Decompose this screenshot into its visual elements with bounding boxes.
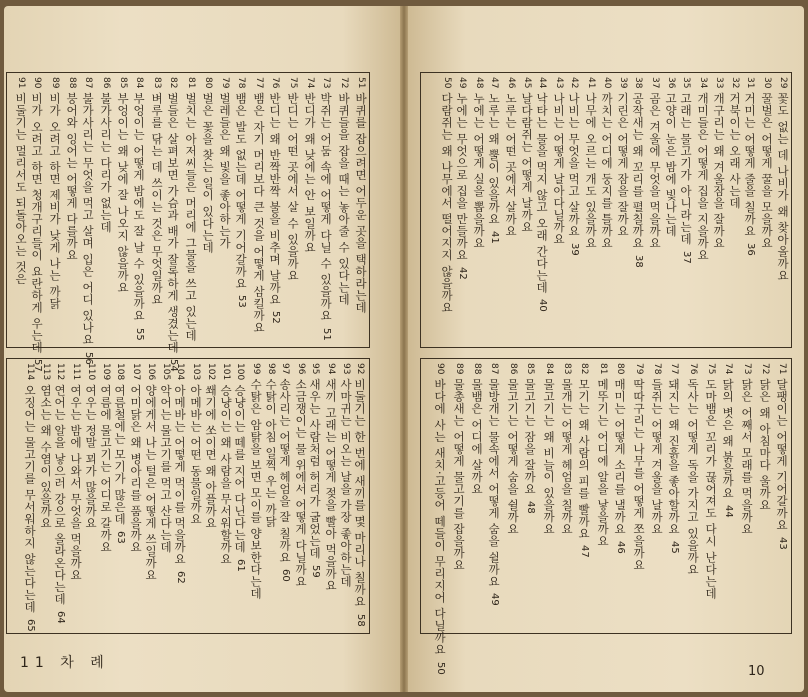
toc-entry-page-number: 39 <box>569 243 580 256</box>
toc-entry-page-number: 41 <box>489 231 500 244</box>
toc-entry <box>127 363 142 629</box>
toc-entry-number: 29 <box>778 77 788 89</box>
toc-entry-number: 88 <box>67 77 77 89</box>
toc-entry-page-number: 44 <box>723 505 734 518</box>
toc-entry-title: 염소는 왜 수염이 있을까요 <box>39 380 53 529</box>
toc-entry-number: 92 <box>355 363 365 375</box>
toc-entry-page-number: 50 <box>435 661 446 675</box>
toc-entry-title: 어미닭은 왜 병아리를 품을까요 <box>129 380 143 553</box>
toc-entry-number: 74 <box>723 363 733 375</box>
toc-entry-page-number: 64 <box>55 610 66 624</box>
toc-entry <box>37 363 52 629</box>
toc-entry-number: 44 <box>537 77 547 89</box>
toc-entry-title: 거북이는 오래 사는데 <box>728 88 742 209</box>
toc-entry-title: 모기는 왜 사람의 피를 빨까요 <box>577 374 591 540</box>
toc-entry-title: 벌은 꽃을 찾는 일이 있다는데 <box>201 88 215 254</box>
toc-entry-number: 85 <box>525 363 535 375</box>
toc-entry <box>663 363 681 629</box>
toc-entry-page-number: 42 <box>457 267 468 280</box>
toc-entry-title: 승냥이는 떼를 지어 다닌다는데 <box>233 380 247 553</box>
toc-entry-number: 113 <box>41 363 51 381</box>
toc-entry-number: 109 <box>101 363 111 381</box>
toc-entry <box>699 363 717 629</box>
toc-entry-title: 나무에 오르는 개도 있을까요 <box>584 88 598 250</box>
right-top-contents-panel <box>420 72 792 348</box>
toc-entry-title: 딱따구리는 나무를 어떻게 쪼을까요 <box>632 374 646 572</box>
toc-entry <box>519 363 537 629</box>
toc-entry-title: 수탉이 아침 일찍 우는 까닭 <box>264 374 278 528</box>
toc-entry-number: 86 <box>508 363 518 375</box>
toc-entry-page-number: 57 <box>32 359 43 373</box>
toc-entry <box>44 77 61 343</box>
toc-entry-page-number: 36 <box>745 243 756 256</box>
toc-entry-title: 꿀벌은 어떻게 꿀을 모을까요 <box>760 88 774 250</box>
toc-entry-page-number: 43 <box>777 536 788 550</box>
toc-entry-number: 45 <box>522 77 532 89</box>
toc-entry-number: 79 <box>220 77 230 89</box>
toc-entry <box>773 77 789 343</box>
toc-entry-number: 82 <box>579 363 589 375</box>
toc-entry-number: 93 <box>341 363 351 375</box>
toc-entry <box>429 363 447 675</box>
toc-entry <box>333 77 350 343</box>
toc-entry <box>142 363 157 629</box>
toc-entry-number: 41 <box>586 77 596 89</box>
toc-entry <box>597 77 613 343</box>
toc-entry <box>437 77 453 343</box>
toc-entry-number: 85 <box>118 77 128 89</box>
toc-entry-page-number: 55 <box>134 327 145 341</box>
toc-entry-number: 89 <box>454 363 464 375</box>
toc-entry-title: 벌들은 살펴보면 가슴과 배가 잘록하게 생겼는데 <box>166 88 180 354</box>
toc-entry-title: 공작새는 왜 꼬리를 펼칠까요 <box>631 88 645 250</box>
toc-entry-title: 비둘기는 한 번에 새끼를 몇 마리나 칠까요 <box>353 374 367 608</box>
toc-entry-title: 고양이 눈은 밤에 빛나는데 <box>664 88 678 238</box>
toc-entry-number: 33 <box>714 77 724 89</box>
toc-entry-number: 43 <box>554 77 564 89</box>
toc-entry-number: 76 <box>270 77 280 89</box>
toc-entry-number: 42 <box>569 77 579 89</box>
toc-entry-title: 비가 오려고 하면 제비가 낮게 나는 까닭 <box>48 88 62 310</box>
toc-entry <box>232 363 247 629</box>
toc-entry-title: 불가사리는 다리가 없는데 <box>99 88 113 233</box>
toc-entry <box>146 77 163 343</box>
toc-entry <box>549 77 565 343</box>
toc-entry-number: 78 <box>236 77 246 89</box>
toc-entry <box>231 77 248 343</box>
toc-entry <box>465 363 483 629</box>
toc-entry-number: 74 <box>305 77 315 89</box>
toc-entry-page-number: 54 <box>168 359 179 373</box>
toc-entry <box>757 77 773 343</box>
toc-entry <box>693 77 709 343</box>
toc-entry <box>214 77 231 343</box>
toc-entry <box>352 363 367 629</box>
toc-entry-title: 까치는 어디에 둥지를 틀까요 <box>600 88 614 250</box>
toc-entry-title: 개미들은 어떻게 집을 지을까요 <box>696 88 710 262</box>
toc-entry-title: 도마뱀은 꼬리가 끊어져도 다시 난다는데 <box>704 374 718 600</box>
toc-entry-number: 96 <box>296 363 306 375</box>
toc-entry-number: 102 <box>206 363 216 381</box>
toc-entry <box>517 77 533 343</box>
toc-entry-page-number: 53 <box>236 295 247 308</box>
toc-entry-number: 111 <box>71 363 81 381</box>
toc-entry <box>537 363 555 629</box>
toc-entry-title: 다람쥐는 왜 나무에서 떨어지지 않을까요 <box>440 88 454 314</box>
toc-entry-number: 49 <box>457 77 467 89</box>
toc-entry-number: 51 <box>356 77 366 89</box>
toc-entry-number: 103 <box>191 363 201 381</box>
toc-entry <box>187 363 202 629</box>
toc-entry <box>22 363 37 632</box>
toc-entry-number: 38 <box>633 77 643 89</box>
toc-entry <box>645 77 661 343</box>
toc-entry <box>735 363 753 629</box>
toc-entry <box>262 363 277 629</box>
toc-entry-page-number: 38 <box>633 255 644 268</box>
toc-entry-title: 쐐기에 쏘이면 왜 아플까요 <box>204 380 218 529</box>
toc-entry-title: 닭의 볏은 왜 붉을까요 <box>721 374 735 500</box>
toc-entry-page-number: 62 <box>175 570 186 584</box>
toc-entry <box>717 363 735 629</box>
toc-entry <box>453 77 469 343</box>
toc-entry-number: 84 <box>134 77 144 89</box>
toc-entry-number: 90 <box>32 77 42 89</box>
toc-entry-number: 76 <box>688 363 698 375</box>
toc-entry-number: 95 <box>310 363 320 375</box>
toc-entry-title: 사마귀는 비오는 날을 가장 좋아하는데 <box>339 374 353 588</box>
toc-entry-page-number: 58 <box>355 613 366 627</box>
toc-entry <box>277 363 292 629</box>
toc-entry-number: 40 <box>602 77 612 89</box>
toc-entry <box>573 363 591 629</box>
toc-entry-number: 98 <box>266 363 276 375</box>
toc-entry-number: 32 <box>730 77 740 89</box>
toc-entry-number: 97 <box>280 363 290 375</box>
toc-entry-number: 86 <box>101 77 111 89</box>
toc-entry-title: 기린은 어떻게 잠을 잘까요 <box>616 88 630 238</box>
toc-entry <box>82 363 97 629</box>
toc-entry-title: 비가 오려고 하면 청개구리들이 요란하게 우는데 <box>30 88 44 354</box>
toc-entry <box>485 77 501 343</box>
toc-entry-title: 물고기는 왜 비늘이 있을까요 <box>542 374 556 536</box>
toc-entry <box>316 77 333 343</box>
toc-entry-title: 아메바는 어떻게 먹이를 먹을까요 <box>173 380 187 565</box>
toc-entry-title: 여름에 물고기는 어디로 갈까요 <box>99 380 113 553</box>
toc-entry-number: 46 <box>506 77 516 89</box>
toc-entry-number: 105 <box>161 363 171 381</box>
toc-entry <box>97 363 112 629</box>
toc-entry <box>613 77 629 343</box>
toc-entry-number: 104 <box>175 363 185 381</box>
toc-entry <box>52 363 67 629</box>
toc-entry-title: 매미는 어떻게 소리를 낼까요 <box>613 374 627 536</box>
toc-entry-number: 78 <box>652 363 662 375</box>
toc-entry-number: 99 <box>251 363 261 375</box>
toc-entry <box>157 363 172 629</box>
toc-entry <box>322 363 337 629</box>
toc-entry-number: 72 <box>339 77 349 89</box>
toc-entry-title: 벌치는 아저씨들은 머리에 그물을 쓰고 있는데 <box>184 88 198 342</box>
toc-entry <box>27 77 44 373</box>
toc-entry-title: 반디가 왜 낮에는 안 보일까요 <box>303 88 317 254</box>
toc-entry <box>501 77 517 343</box>
toc-entry-number: 80 <box>203 77 213 89</box>
toc-entry-number: 81 <box>598 363 608 375</box>
toc-entry-title: 오징어는 물고기를 무서워하지 않는다는데 <box>23 380 37 613</box>
toc-entry <box>483 363 501 629</box>
toc-entry <box>627 363 645 629</box>
toc-entry-title: 물총새는 어떻게 물고기를 잡을까요 <box>452 374 466 572</box>
toc-entry <box>581 77 597 343</box>
toc-entry-title: 메뚜기는 어디에 알을 낳을까요 <box>596 374 610 548</box>
toc-entry-title: 반디는 어떤 곳에서 살 수 있을까요 <box>286 88 300 282</box>
toc-entry-title: 새끼 고래는 어떻게 젖을 빨아 먹을까요 <box>324 374 338 592</box>
toc-entry-title: 연어는 알을 낳으러 강으로 올라온다는데 <box>53 380 67 605</box>
toc-entry <box>61 77 78 343</box>
toc-entry-page-number: 60 <box>280 569 291 582</box>
toc-entry-title: 불가사리는 무엇을 먹고 살며 입은 어디 있나요 <box>81 88 95 346</box>
toc-entry-title: 뱀은 자기 머리보다 큰 것을 어떻게 삼킬까요 <box>252 88 266 334</box>
toc-entry-title: 여름철에는 모기가 많은데 <box>113 380 127 525</box>
toc-entry <box>163 77 180 373</box>
toc-entry-number: 75 <box>288 77 298 89</box>
toc-entry-title: 노루는 왜 뿔이 있을까요 <box>487 88 501 226</box>
toc-entry-title: 나비는 무엇을 먹고 살까요 <box>567 88 581 238</box>
toc-entry-title: 바다에 사는 새치·고등어 떼들이 무리지어 다닐까요 <box>433 374 447 656</box>
toc-entry-number: 114 <box>25 363 35 381</box>
toc-entry-title: 거미는 어떻게 줄을 칠까요 <box>743 88 757 238</box>
toc-entry-title: 닭은 왜 아침마다 울까요 <box>758 374 772 512</box>
toc-entry-number: 39 <box>618 77 628 89</box>
toc-entry-number: 106 <box>146 363 156 381</box>
toc-entry-title: 돼지는 왜 진흙을 좋아할까요 <box>667 374 681 536</box>
toc-entry-title: 곰은 겨울에 무엇을 먹을까요 <box>648 88 662 250</box>
toc-entry-title: 물개는 어떻게 헤엄을 칠까요 <box>560 374 574 536</box>
toc-entry-title: 승냥이는 왜 사람을 무서워할까요 <box>219 380 233 565</box>
toc-entry-page-number: 65 <box>25 618 36 632</box>
toc-entry-number: 75 <box>706 363 716 375</box>
toc-entry <box>78 77 95 365</box>
toc-entry-title: 달팽이는 어떻게 기어갈까요 <box>775 374 789 531</box>
toc-entry-title: 독사는 어떻게 독을 가지고 있을까요 <box>686 374 700 576</box>
toc-entry-number: 110 <box>86 363 96 381</box>
toc-entry <box>10 77 27 343</box>
toc-entry-title: 닭은 어째서 모래를 먹을까요 <box>740 374 754 536</box>
toc-entry-number: 89 <box>50 77 60 89</box>
toc-entry <box>555 363 573 629</box>
toc-entry <box>292 363 307 629</box>
toc-entry-number: 31 <box>745 77 755 89</box>
toc-entry-title: 물고기는 어떻게 숨을 쉴까요 <box>506 374 520 536</box>
toc-entry <box>112 77 129 343</box>
toc-entry-number: 73 <box>321 77 331 89</box>
toc-entry-title: 누에는 무엇으로 집을 만들까요 <box>455 88 469 262</box>
toc-entry-number: 88 <box>472 363 482 375</box>
toc-entry-page-number: 63 <box>115 530 126 544</box>
toc-entry <box>129 77 146 343</box>
toc-entry <box>725 77 741 343</box>
toc-entry <box>629 77 645 343</box>
toc-entry-number: 37 <box>650 77 660 89</box>
toc-entry <box>95 77 112 343</box>
toc-entry <box>180 77 197 343</box>
toc-entry <box>565 77 581 343</box>
toc-entry-title: 반디는 왜 반짝반짝 불을 비추며 날까요 <box>268 88 282 306</box>
toc-entry <box>337 363 352 629</box>
toc-entry-number: 50 <box>442 77 452 89</box>
toc-entry-title: 양에게서 나는 털은 어떻게 쓰일까요 <box>144 380 158 581</box>
toc-entry-number: 82 <box>168 77 178 89</box>
toc-entry-title: 수탉은 암탉을 보면 모이를 양보한다는데 <box>249 374 263 600</box>
toc-entry-number: 112 <box>55 363 65 381</box>
toc-entry-number: 83 <box>562 363 572 375</box>
toc-entry-title: 들쥐는 어떻게 겨울을 날까요 <box>650 374 664 536</box>
toc-entry-page-number: 52 <box>270 311 281 325</box>
toc-entry <box>591 363 609 629</box>
toc-entry-number: 71 <box>777 363 787 375</box>
toc-entry-title: 물방개는 물속에서 어떻게 숨을 쉴까요 <box>487 374 501 588</box>
toc-entry-number: 80 <box>615 363 625 375</box>
toc-entry-title: 누에는 어떻게 실을 뽑을까요 <box>472 88 486 250</box>
toc-entry-page-number: 49 <box>489 593 500 606</box>
toc-entry-title: 노루는 어떤 곳에서 살까요 <box>504 88 518 238</box>
toc-entry <box>282 77 299 343</box>
toc-entry-page-number: 37 <box>681 250 692 264</box>
toc-entry-number: 77 <box>669 363 679 375</box>
toc-entry-number: 34 <box>698 77 708 89</box>
toc-entry-title: 붕어와 잉어는 어떻게 다를까요 <box>65 88 79 262</box>
toc-entry <box>67 363 82 629</box>
toc-entry <box>265 77 282 343</box>
left-page-footer: 11 차 례 <box>20 655 110 671</box>
toc-entry-title: 개구리는 왜 겨울잠을 잘까요 <box>712 88 726 250</box>
toc-entry-number: 84 <box>544 363 554 375</box>
toc-entry <box>247 363 262 629</box>
toc-entry-title: 소금쟁이는 물 위에서 어떻게 다닐까요 <box>294 374 308 588</box>
toc-entry-page-number: 46 <box>615 541 626 554</box>
toc-entry-title: 바퀴들을 잡을 때는 놓아줄 수 있다는데 <box>337 88 351 306</box>
toc-entry-title: 뱀은 발도 없는데 어떻게 기어갈까요 <box>234 88 248 290</box>
toc-entry-title: 물뱀은 어디에 살까요 <box>470 374 484 495</box>
toc-entry <box>771 363 789 629</box>
toc-entry <box>709 77 725 343</box>
toc-entry-title: 날다람쥐는 어떻게 날까요 <box>520 88 534 233</box>
toc-entry <box>307 363 322 629</box>
toc-entry-title: 꽃도 없는 데 나비가 왜 찾아올까요 <box>776 88 790 282</box>
toc-entry-number: 81 <box>186 77 196 89</box>
toc-entry-title: 악어는 물고기를 먹고 산다는데 <box>159 380 173 553</box>
toc-entry <box>469 77 485 343</box>
toc-entry <box>609 363 627 629</box>
toc-entry-page-number: 40 <box>537 299 548 313</box>
toc-entry-number: 90 <box>435 363 445 375</box>
toc-entry-title: 송사리는 어떻게 헤엄을 잘 칠까요 <box>278 374 292 564</box>
toc-entry-page-number: 47 <box>579 545 590 558</box>
toc-entry <box>172 363 187 629</box>
toc-entry-title: 부엉이는 어떻게 밤에도 잘 날 수 있을까요 <box>132 88 146 322</box>
toc-entry <box>248 77 265 343</box>
toc-entry-number: 87 <box>83 77 93 89</box>
toc-entry <box>677 77 693 343</box>
toc-entry <box>299 77 316 343</box>
toc-entry-title: 부엉이는 왜 낮에 잘 나오지 않을까요 <box>116 88 130 294</box>
toc-entry-number: 47 <box>489 77 499 89</box>
toc-entry <box>645 363 663 629</box>
toc-entry-title: 나비는 어떻게 날아다닐까요 <box>552 88 566 245</box>
toc-entry-title: 고래는 물고기가 아니라는데 <box>679 88 693 245</box>
toc-entry-number: 107 <box>131 363 141 381</box>
toc-entry <box>533 77 549 343</box>
right-page-number: 10 <box>748 664 765 679</box>
toc-entry-number: 101 <box>221 363 231 381</box>
toc-entry-number: 100 <box>235 363 245 381</box>
toc-entry <box>753 363 771 629</box>
toc-entry-title: 여우는 밤에 나와서 무엇을 먹을까요 <box>69 380 83 581</box>
toc-entry <box>501 363 519 629</box>
toc-entry-number: 94 <box>326 363 336 375</box>
toc-entry <box>197 77 214 343</box>
toc-entry-title: 벌레들은 왜 빛을 좋아하는가 <box>218 88 232 250</box>
left-bottom-contents-panel <box>6 358 370 634</box>
toc-entry-title: 박쥐는 어둠 속에 어떻게 다닐 수 있을까요 <box>319 88 333 322</box>
toc-entry-number: 83 <box>152 77 162 89</box>
toc-entry-page-number: 59 <box>310 565 321 578</box>
toc-entry-number: 87 <box>489 363 499 375</box>
toc-entry-number: 77 <box>254 77 264 89</box>
toc-entry-number: 36 <box>666 77 676 89</box>
toc-entry-page-number: 56 <box>83 351 94 365</box>
toc-entry-title: 물고기는 잠을 잘까요 <box>523 374 537 495</box>
toc-entry-number: 79 <box>634 363 644 375</box>
toc-entry-title: 여우는 정말 꾀가 많을까요 <box>84 380 98 529</box>
toc-entry <box>217 363 232 629</box>
toc-entry <box>661 77 677 343</box>
toc-entry-number: 30 <box>762 77 772 89</box>
toc-entry <box>741 77 757 343</box>
book-gutter <box>400 6 408 692</box>
toc-entry-number: 35 <box>681 77 691 89</box>
toc-entry-number: 73 <box>742 363 752 375</box>
toc-entry-title: 낙타는 물을 먹지 않고 오래 간다는데 <box>535 88 549 294</box>
toc-entry-number: 108 <box>115 363 125 381</box>
toc-entry-number: 91 <box>16 77 26 89</box>
toc-entry-page-number: 51 <box>321 327 332 341</box>
toc-entry-title: 벼루를 닦는 데 쓰이는 것은 무엇일까요 <box>150 88 164 306</box>
toc-entry-title: 아메바는 어떤 동물일까요 <box>189 380 203 525</box>
toc-entry <box>681 363 699 629</box>
toc-entry-number: 72 <box>760 363 770 375</box>
toc-entry-page-number: 45 <box>669 541 680 554</box>
toc-entry <box>350 77 367 343</box>
toc-entry-page-number: 48 <box>525 500 536 514</box>
toc-entry <box>202 363 217 629</box>
toc-entry <box>112 363 127 629</box>
toc-entry-page-number: 61 <box>235 558 246 572</box>
toc-entry-title: 비둘기는 멀리서도 되돌아오는 것은 <box>14 88 28 286</box>
toc-entry <box>447 363 465 629</box>
toc-entry-title: 바퀴를 잡으려면 어두운 곳을 택하라는데 <box>354 88 368 314</box>
toc-entry-number: 48 <box>474 77 484 89</box>
toc-entry-title: 새우는 사람처럼 허리가 굽었는데 <box>308 374 322 560</box>
